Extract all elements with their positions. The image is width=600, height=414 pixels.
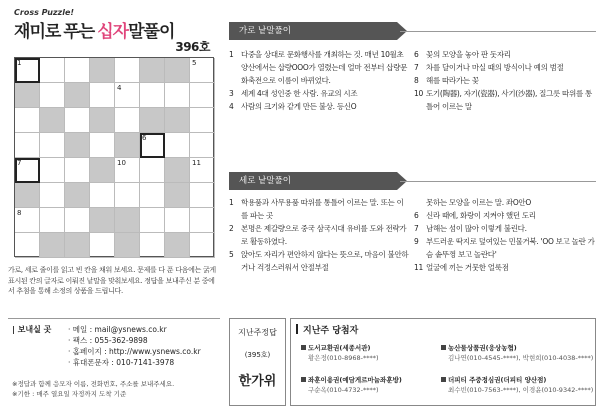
grid-cell[interactable]	[115, 183, 140, 208]
contact-email: · 메일 : mail@ysnews.co.kr	[68, 325, 167, 334]
clue-number: 10	[414, 89, 423, 98]
clue-number: 2	[229, 224, 234, 233]
clue-item	[414, 61, 596, 74]
grid-cell[interactable]	[40, 133, 65, 158]
clue-number	[414, 196, 426, 209]
grid-cell[interactable]	[190, 58, 215, 83]
submission-contacts	[68, 324, 201, 368]
clue-number: 5	[229, 250, 234, 259]
note-line: ※정답과 함께 응모자 이름, 전화번호, 주소를 보내주세요.	[12, 380, 175, 388]
grid-cell[interactable]	[40, 58, 65, 83]
divider	[400, 31, 596, 32]
brand-subtitle: Cross Puzzle!	[14, 8, 75, 17]
grid-cell[interactable]	[115, 108, 140, 133]
brand-char: 자	[112, 22, 129, 42]
clue-text: 차를 달이거나 마실 때의 방식이나 예의 범절	[426, 63, 564, 72]
clue-number: 6	[414, 50, 419, 59]
grid-cell[interactable]	[140, 83, 165, 108]
grid-block	[65, 83, 90, 108]
clue-text: 해를 따라가는 꽃	[426, 76, 479, 85]
grid-cell[interactable]	[115, 158, 140, 183]
clue-item	[414, 222, 596, 235]
grid-cell[interactable]	[65, 108, 90, 133]
clue-item	[229, 248, 409, 274]
square-bullet-icon	[301, 345, 306, 350]
grid-cell[interactable]	[65, 158, 90, 183]
winner-item: 더피티 주중정심권(더피티 양산점) 최수빈(010-7563-****), 이경윤(010-9342-****)	[441, 375, 593, 395]
last-answer-title: 지난주정답	[238, 328, 277, 337]
clue-number: 6	[414, 211, 419, 220]
grid-cell[interactable]	[165, 208, 190, 233]
grid-block	[115, 233, 140, 258]
grid-cell[interactable]	[190, 83, 215, 108]
last-answer-issue: (395호)	[244, 351, 271, 359]
clue-item	[414, 196, 596, 209]
square-bullet-icon	[301, 377, 306, 382]
clue-item	[414, 74, 596, 87]
grid-block	[15, 183, 40, 208]
clue-item	[229, 48, 409, 87]
cell-number: 5	[192, 59, 197, 67]
down-header: 세로 낱말풀이	[229, 172, 397, 190]
cell-number: 10	[117, 159, 126, 167]
cell-number: 8	[17, 209, 22, 217]
clue-item	[414, 209, 596, 222]
cell-number: 1	[17, 59, 22, 67]
clue-text: 못하는 모양을 이르는 말. 좌O안O	[426, 198, 531, 207]
grid-cell[interactable]	[140, 133, 165, 158]
grid-cell[interactable]	[15, 208, 40, 233]
grid-cell[interactable]	[40, 183, 65, 208]
cell-number: 4	[117, 84, 122, 92]
brand-char: 재	[14, 22, 30, 42]
clue-text: 남해는 섬이 많아 이렇게 불린다.	[426, 224, 527, 233]
clue-text: 학용품과 사무용품 따위를 통틀어 이르는 말. 또는 이를 파는 곳	[241, 198, 404, 220]
grid-cell[interactable]	[65, 208, 90, 233]
grid-block	[115, 208, 140, 233]
across-clues-right	[414, 48, 596, 113]
grid-cell[interactable]	[90, 83, 115, 108]
grid-cell[interactable]	[115, 83, 140, 108]
grid-cell[interactable]	[190, 158, 215, 183]
grid-block	[165, 183, 190, 208]
square-bullet-icon	[441, 377, 446, 382]
grid-cell[interactable]	[190, 208, 215, 233]
cell-number: 11	[192, 159, 201, 167]
grid-block	[65, 233, 90, 258]
grid-cell[interactable]	[90, 233, 115, 258]
contact-homepage: · 홈페이지 : http://www.ysnews.co.kr	[68, 347, 201, 356]
last-answer-word: 한가위	[238, 374, 277, 389]
clue-text: 도기(陶器), 자기(瓷器), 사기(沙器), 질그릇 따위를 통틀어 이르는 말	[426, 89, 592, 111]
grid-cell[interactable]	[190, 133, 215, 158]
grid-block	[65, 133, 90, 158]
submission-notes	[12, 379, 220, 399]
clue-text: 다중을 상대로 문화행사를 개최하는 것. 매년 10월초 양산에서는 삽량OOO가 열렸는데 얼마 전부터 삽량문화축전으로 이름이 바뀌었다.	[241, 50, 408, 85]
winner-item: 도서교환권(세종서관) 황은정(010-8968-****)	[301, 343, 379, 363]
brand-char: 로	[44, 22, 61, 42]
grid-cell[interactable]	[15, 233, 40, 258]
clue-number: 7	[414, 63, 419, 72]
down-clues-left	[229, 196, 409, 274]
divider	[400, 181, 596, 182]
clue-text: 꽃의 모양을 놓아 판 돗자리	[426, 50, 511, 59]
clue-text: 본명은 제갈량으로 중국 삼국시대 유비를 도와 전략가로 활동하였다.	[241, 224, 407, 246]
grid-block	[165, 158, 190, 183]
grid-block	[90, 108, 115, 133]
grid-cell[interactable]	[40, 208, 65, 233]
clue-number: 9	[414, 237, 419, 246]
brand-char: 푸	[63, 22, 79, 42]
brand-title	[14, 17, 174, 42]
grid-cell[interactable]	[15, 158, 40, 183]
clue-item	[229, 222, 409, 248]
grid-cell[interactable]	[40, 83, 65, 108]
grid-block	[90, 208, 115, 233]
clue-item	[414, 87, 596, 113]
clue-number: 7	[414, 224, 419, 233]
grid-cell[interactable]	[165, 83, 190, 108]
grid-cell[interactable]	[140, 233, 165, 258]
grid-cell[interactable]	[15, 108, 40, 133]
submission-title: | 보내실 곳	[12, 325, 52, 334]
grid-block	[140, 58, 165, 83]
grid-block	[115, 133, 140, 158]
brand-char: 미	[29, 22, 45, 42]
clue-number: 4	[229, 102, 234, 111]
grid-cell[interactable]	[15, 133, 40, 158]
clue-number: 11	[414, 263, 423, 272]
last-answer-box	[229, 318, 286, 406]
winners-title: 지난주 당첨자	[303, 323, 358, 336]
crossword-grid	[14, 57, 214, 257]
across-clues-left	[229, 48, 409, 113]
brand-char: 십	[97, 22, 113, 42]
grid-cell[interactable]	[65, 58, 90, 83]
grid-block	[90, 158, 115, 183]
grid-block	[15, 83, 40, 108]
grid-cell[interactable]	[140, 183, 165, 208]
clue-text: 사람의 크기와 같게 만든 불상. 등신O	[241, 102, 357, 111]
clue-item	[229, 196, 409, 222]
square-bullet-icon	[441, 345, 446, 350]
note-line: ※기한 : 매주 열요일 자정까지 도착 기준	[12, 390, 127, 398]
grid-block	[165, 58, 190, 83]
clue-text: 부드러운 딱지로 덮여있는 민물거북. 'OO 보고 놀란 가슴 솥뚜껑 보고 놀란다'	[426, 237, 595, 259]
submission-info	[8, 318, 220, 410]
grid-block	[65, 183, 90, 208]
winner-item: 농산물상품권(웅상농협) 김나연(010-4545-****), 박현희(010-4038-****)	[441, 343, 593, 363]
clue-text: 얼굴에 끼는 거뭇한 얼룩점	[426, 263, 509, 272]
brand-char: 이	[158, 22, 175, 42]
grid-block	[165, 233, 190, 258]
grid-block	[165, 108, 190, 133]
grid-cell[interactable]	[40, 158, 65, 183]
grid-cell[interactable]	[115, 58, 140, 83]
grid-block	[40, 233, 65, 258]
clue-number: 3	[229, 89, 234, 98]
clue-item	[414, 48, 596, 61]
grid-cell[interactable]	[140, 208, 165, 233]
grid-cell[interactable]	[15, 58, 40, 83]
grid-cell[interactable]	[165, 133, 190, 158]
clue-text: 신라 때에, 화랑이 지켜야 했던 도리	[426, 211, 536, 220]
cell-number: 7	[17, 159, 22, 167]
grid-cell[interactable]	[190, 183, 215, 208]
grid-block	[90, 58, 115, 83]
down-clues-right	[414, 196, 596, 274]
contact-sms: · 휴대폰문자 : 010-7141-3978	[68, 358, 175, 367]
brand-char: 말	[128, 22, 144, 42]
issue-number: 396호	[175, 40, 210, 54]
puzzle-header	[6, 3, 220, 55]
grid-cell[interactable]	[90, 133, 115, 158]
winners-box	[290, 318, 596, 406]
grid-block	[40, 108, 65, 133]
clue-item	[414, 235, 596, 261]
grid-cell[interactable]	[190, 233, 215, 258]
grid-cell[interactable]	[140, 158, 165, 183]
clue-item	[229, 87, 409, 100]
cell-number: 6	[142, 134, 147, 142]
contact-fax: · 팩스 : 055-362-9898	[68, 336, 148, 345]
across-header: 가로 낱말풀이	[229, 22, 397, 40]
clue-text: 세계 4대 성인중 한 사람. 유교의 시조	[241, 89, 358, 98]
brand-char: 는	[78, 22, 95, 42]
winner-item: 좌훈이용권(예담게르마늄좌훈방) 구순옥(010-4732-****)	[301, 375, 402, 395]
grid-cell[interactable]	[90, 183, 115, 208]
grid-cell[interactable]	[190, 108, 215, 133]
clue-item	[229, 100, 409, 113]
brand-char: 풀	[143, 22, 159, 42]
clue-item	[414, 261, 596, 274]
grid-block	[140, 108, 165, 133]
clue-text: 앉아도 자리가 편안하지 않다는 뜻으로, 마음이 불안하거나 걱정스러워서 안절부절	[241, 250, 409, 272]
clue-number: 1	[229, 50, 234, 59]
instructions-text: 가로, 세로 줄이를 읽고 빈 칸을 채워 보세요. 문제를 다 푼 다음에는 굵게 표시된 칸의 글자로 이뤄진 낱말을 맞춰보세요. 정답을 보내주신 분 중에서 추첨을 통해 소정의 상품을 드립니다.	[8, 266, 216, 295]
clue-number: 1	[229, 198, 234, 207]
clue-number: 8	[414, 76, 419, 85]
